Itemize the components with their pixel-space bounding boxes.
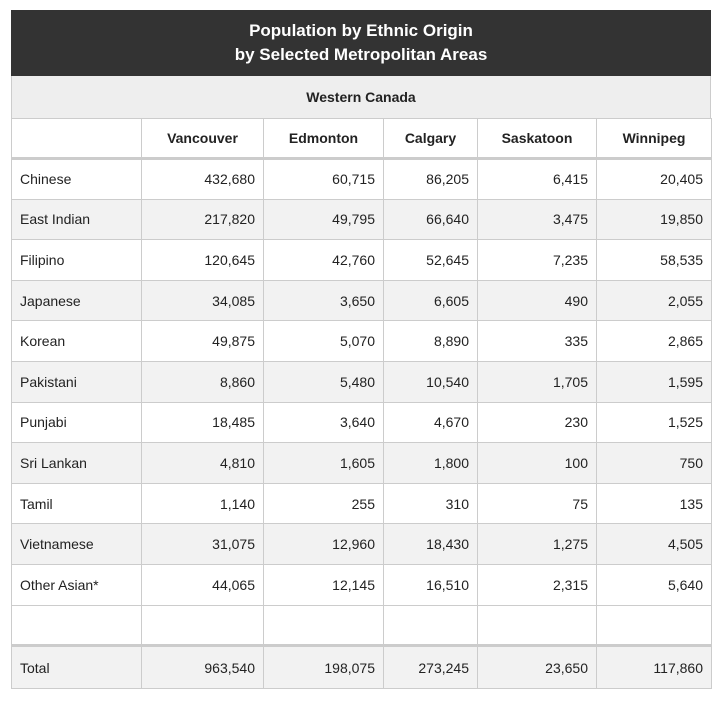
population-cell: 4,670	[384, 402, 478, 443]
total-cell: 198,075	[264, 646, 384, 689]
data-table	[11, 118, 712, 689]
ethnic-origin-label: Punjabi	[12, 402, 142, 443]
table-row	[12, 361, 712, 402]
population-cell: 1,275	[478, 524, 597, 565]
population-cell: 1,800	[384, 443, 478, 484]
population-cell: 86,205	[384, 159, 478, 200]
ethnic-origin-label: Japanese	[12, 280, 142, 321]
blank-cell	[597, 605, 712, 646]
ethnic-origin-label: Tamil	[12, 483, 142, 524]
population-cell: 2,315	[478, 564, 597, 605]
population-cell: 34,085	[142, 280, 264, 321]
population-cell: 8,860	[142, 361, 264, 402]
population-cell: 3,475	[478, 199, 597, 240]
population-cell: 255	[264, 483, 384, 524]
population-cell: 5,480	[264, 361, 384, 402]
population-cell: 10,540	[384, 361, 478, 402]
table-row	[12, 159, 712, 200]
table-row	[12, 443, 712, 484]
total-row	[12, 646, 712, 689]
ethnic-origin-label: Other Asian*	[12, 564, 142, 605]
total-cell: 963,540	[142, 646, 264, 689]
population-cell: 3,640	[264, 402, 384, 443]
table-row	[12, 240, 712, 281]
total-cell: 273,245	[384, 646, 478, 689]
population-cell: 1,525	[597, 402, 712, 443]
population-cell: 44,065	[142, 564, 264, 605]
blank-row	[12, 605, 712, 646]
population-cell: 8,890	[384, 321, 478, 362]
population-cell: 5,070	[264, 321, 384, 362]
population-cell: 19,850	[597, 199, 712, 240]
population-cell: 58,535	[597, 240, 712, 281]
blank-cell	[264, 605, 384, 646]
total-cell: 117,860	[597, 646, 712, 689]
table-body	[12, 159, 712, 689]
population-cell: 432,680	[142, 159, 264, 200]
column-header: Vancouver	[142, 119, 264, 159]
population-cell: 42,760	[264, 240, 384, 281]
population-cell: 49,795	[264, 199, 384, 240]
title-line-1: Population by Ethnic Origin	[249, 21, 473, 40]
population-cell: 4,810	[142, 443, 264, 484]
population-cell: 310	[384, 483, 478, 524]
population-cell: 12,145	[264, 564, 384, 605]
population-cell: 335	[478, 321, 597, 362]
table-row	[12, 524, 712, 565]
blank-cell	[12, 605, 142, 646]
population-cell: 100	[478, 443, 597, 484]
title-line-2: by Selected Metropolitan Areas	[234, 45, 488, 64]
column-header: Winnipeg	[597, 119, 712, 159]
population-cell: 2,865	[597, 321, 712, 362]
blank-cell	[142, 605, 264, 646]
population-cell: 7,235	[478, 240, 597, 281]
table-title	[11, 10, 711, 76]
population-cell: 6,605	[384, 280, 478, 321]
ethnic-origin-label: Korean	[12, 321, 142, 362]
population-cell: 3,650	[264, 280, 384, 321]
population-cell: 490	[478, 280, 597, 321]
table-row	[12, 483, 712, 524]
ethnic-origin-label: Chinese	[12, 159, 142, 200]
population-cell: 18,430	[384, 524, 478, 565]
population-table-widget	[11, 10, 711, 689]
population-cell: 135	[597, 483, 712, 524]
header-row	[12, 119, 712, 159]
table-row	[12, 199, 712, 240]
total-label: Total	[12, 646, 142, 689]
ethnic-origin-label: Vietnamese	[12, 524, 142, 565]
header-corner-cell	[12, 119, 142, 159]
population-cell: 49,875	[142, 321, 264, 362]
ethnic-origin-label: East Indian	[12, 199, 142, 240]
population-cell: 52,645	[384, 240, 478, 281]
ethnic-origin-label: Pakistani	[12, 361, 142, 402]
ethnic-origin-label: Filipino	[12, 240, 142, 281]
column-header: Edmonton	[264, 119, 384, 159]
population-cell: 6,415	[478, 159, 597, 200]
population-cell: 1,595	[597, 361, 712, 402]
blank-cell	[384, 605, 478, 646]
blank-cell	[478, 605, 597, 646]
total-cell: 23,650	[478, 646, 597, 689]
table-row	[12, 280, 712, 321]
column-header: Calgary	[384, 119, 478, 159]
table-row	[12, 402, 712, 443]
population-cell: 12,960	[264, 524, 384, 565]
population-cell: 18,485	[142, 402, 264, 443]
population-cell: 2,055	[597, 280, 712, 321]
ethnic-origin-label: Sri Lankan	[12, 443, 142, 484]
region-subtitle: Western Canada	[11, 76, 711, 118]
population-cell: 4,505	[597, 524, 712, 565]
population-cell: 16,510	[384, 564, 478, 605]
population-cell: 60,715	[264, 159, 384, 200]
population-cell: 75	[478, 483, 597, 524]
population-cell: 750	[597, 443, 712, 484]
population-cell: 120,645	[142, 240, 264, 281]
table-row	[12, 321, 712, 362]
population-cell: 1,140	[142, 483, 264, 524]
population-cell: 1,605	[264, 443, 384, 484]
population-cell: 66,640	[384, 199, 478, 240]
population-cell: 31,075	[142, 524, 264, 565]
population-cell: 1,705	[478, 361, 597, 402]
population-cell: 230	[478, 402, 597, 443]
column-header: Saskatoon	[478, 119, 597, 159]
population-cell: 20,405	[597, 159, 712, 200]
table-row	[12, 564, 712, 605]
population-cell: 217,820	[142, 199, 264, 240]
population-cell: 5,640	[597, 564, 712, 605]
